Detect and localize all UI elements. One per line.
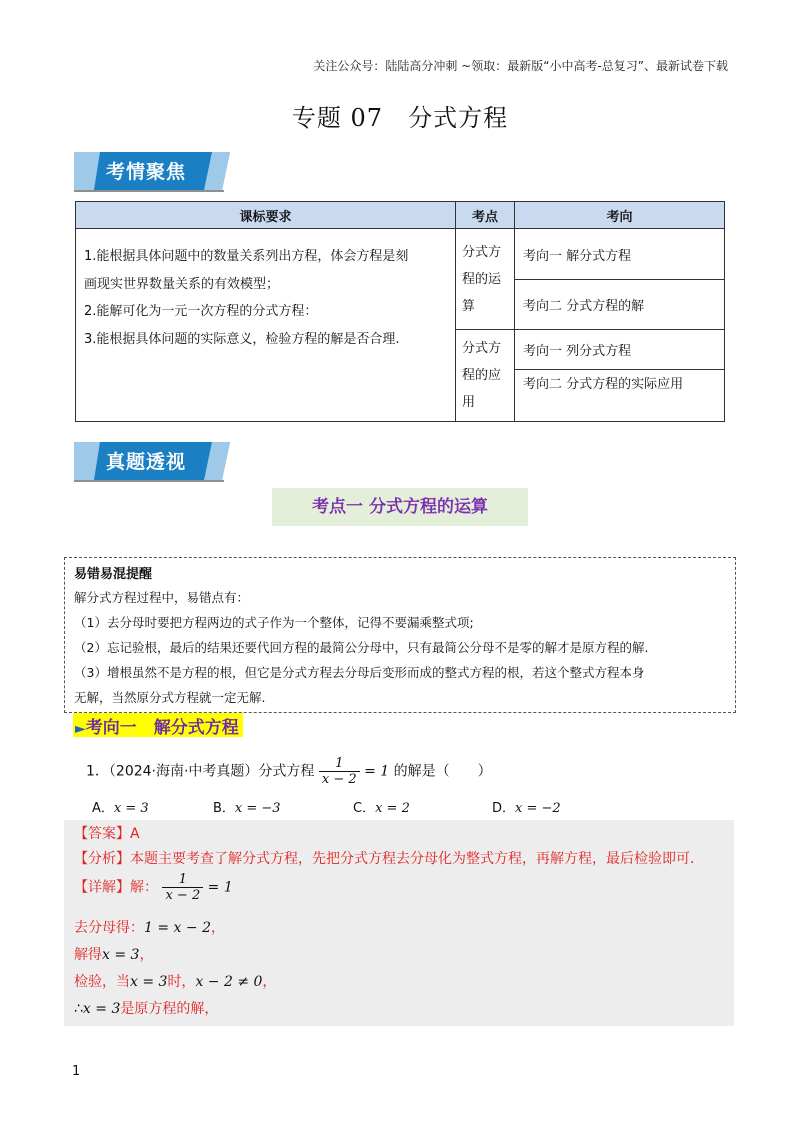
step-math: x = 3 [82, 1001, 121, 1017]
question-equals: = 1 [364, 763, 390, 780]
detail-label: 【详解】解： [74, 879, 158, 896]
option-letter: B． [213, 801, 235, 816]
kaodian-line: 分式方 [462, 244, 502, 260]
requirements-cell [76, 229, 456, 422]
step-math: x = 3 [130, 974, 168, 990]
step-end: 是原方程的解， [120, 1001, 219, 1017]
tips-line: （3）增根虽然不是方程的根，但它是分式方程去分母后变形而成的整式方程的根，若这个整式方程本身 [74, 665, 645, 680]
step-end: ， [210, 920, 225, 936]
triangle-icon: ► [75, 721, 86, 737]
detail-equals: = 1 [207, 879, 233, 896]
fraction-denominator: x − 2 [162, 887, 203, 903]
tips-line: 解分式方程过程中，易错点有： [74, 590, 250, 605]
document-title: 专题 07 分式方程 [291, 104, 509, 132]
banner-label: 考情聚焦 [106, 161, 187, 183]
table-header-row [76, 202, 725, 229]
option-a[interactable] [92, 797, 149, 816]
option-value: x = 3 [113, 801, 149, 816]
header-cell: 考点 [456, 202, 515, 229]
requirement-line: 画现实世界数量关系的有效模型； [84, 276, 280, 292]
kaodian-line: 算 [462, 298, 476, 314]
tips-line: （1）去分母时要把方程两边的式子作为一个整体，记得不要漏乘整式项; [74, 615, 474, 630]
answer-line: 【答案】A [74, 826, 140, 842]
step-line [74, 917, 225, 937]
requirement-line: 2.能解可化为一元一次方程的分式方程： [84, 304, 318, 319]
kaodian-banner-label: 考点一 分式方程的运算 [312, 497, 488, 517]
banner-label: 真题透视 [106, 451, 187, 473]
kaoxiang-cell: 考向一 解分式方程 [515, 229, 725, 280]
kaodian-line: 程的应 [462, 368, 502, 383]
requirement-line: 3.能根据具体问题的实际意义，检验方程的解是否合理. [84, 331, 400, 347]
answer-box [64, 820, 734, 1026]
tips-box [64, 557, 736, 713]
option-value: x = −3 [234, 801, 281, 816]
requirement-line: 1.能根据具体问题中的数量关系列出方程，体会方程是刻 [84, 249, 409, 264]
kaoxiang-heading-label: 考向一 解分式方程 [85, 718, 239, 738]
step-math: 1 = x − 2 [144, 920, 211, 936]
question-fraction [319, 756, 360, 787]
step-end: ， [262, 974, 277, 990]
kaodian-line: 程的运 [462, 271, 502, 287]
fraction-denominator: x − 2 [319, 771, 360, 787]
option-letter: A． [92, 801, 114, 816]
step-end: ， [139, 947, 154, 963]
header-cell: 考向 [515, 202, 725, 229]
option-c[interactable] [353, 797, 410, 816]
option-value: x = −2 [515, 801, 561, 816]
kaodian-cell [456, 330, 515, 422]
kaodian-banner [272, 488, 528, 526]
tips-line: （2）忘记验根，最后的结果还要代回方程的最简公分母中，只有最简公分母不是零的解才是原方程的解. [74, 640, 649, 655]
question-1 [86, 756, 492, 787]
tips-title: 易错易混提醒 [74, 567, 153, 582]
kaoxiang-cell: 考向二 分式方程的实际应用 [515, 370, 725, 422]
fraction-numerator: 1 [335, 756, 344, 771]
fraction-numerator: 1 [178, 872, 187, 887]
step-label: 解得 [74, 947, 102, 963]
kaodian-line: 用 [462, 395, 476, 410]
tips-line: 无解，当然原分式方程就一定无解. [74, 690, 266, 705]
question-suffix: 的解是（ ） [393, 763, 492, 780]
detail-fraction [162, 872, 203, 903]
kaoxiang-cell: 考向二 分式方程的解 [515, 280, 725, 330]
step-label: 去分母得： [74, 920, 144, 936]
therefore-symbol: ∴ [74, 1001, 83, 1017]
kaoxiang-cell: 考向一 列分式方程 [515, 330, 725, 370]
step-line [74, 998, 218, 1018]
option-b[interactable] [213, 797, 281, 816]
question-prefix: 1．（2024·海南·中考真题）分式方程 [86, 763, 315, 780]
step-label: 检验，当 [74, 974, 130, 990]
section-banner-zhenti [74, 440, 230, 482]
kaodian-cell [456, 229, 515, 330]
detail-line [74, 872, 233, 903]
kaoxiang-heading [73, 713, 243, 737]
kaodian-line: 分式方 [462, 341, 502, 356]
option-letter: C． [353, 801, 376, 816]
step-line [74, 971, 276, 991]
step-math: x = 3 [102, 947, 140, 963]
header-note: 关注公众号：陆陆高分冲刺 ~领取：最新版“小中高考-总复习”、最新试卷下载 [313, 59, 728, 73]
step-math: x − 2 ≠ 0 [195, 974, 263, 990]
step-mid: 时， [167, 974, 196, 990]
section-banner-kaoqing [74, 150, 230, 192]
header-cell: 课标要求 [76, 202, 456, 229]
page-number: 1 [72, 1064, 81, 1079]
option-letter: D． [492, 801, 516, 816]
option-d[interactable] [492, 797, 561, 816]
step-line [74, 944, 153, 964]
requirements-table [75, 201, 725, 422]
analysis-line: 【分析】本题主要考查了解分式方程，先把分式方程去分母化为整式方程，再解方程，最后检验即可． [74, 851, 704, 867]
table-row [76, 229, 725, 280]
option-value: x = 2 [375, 801, 410, 816]
